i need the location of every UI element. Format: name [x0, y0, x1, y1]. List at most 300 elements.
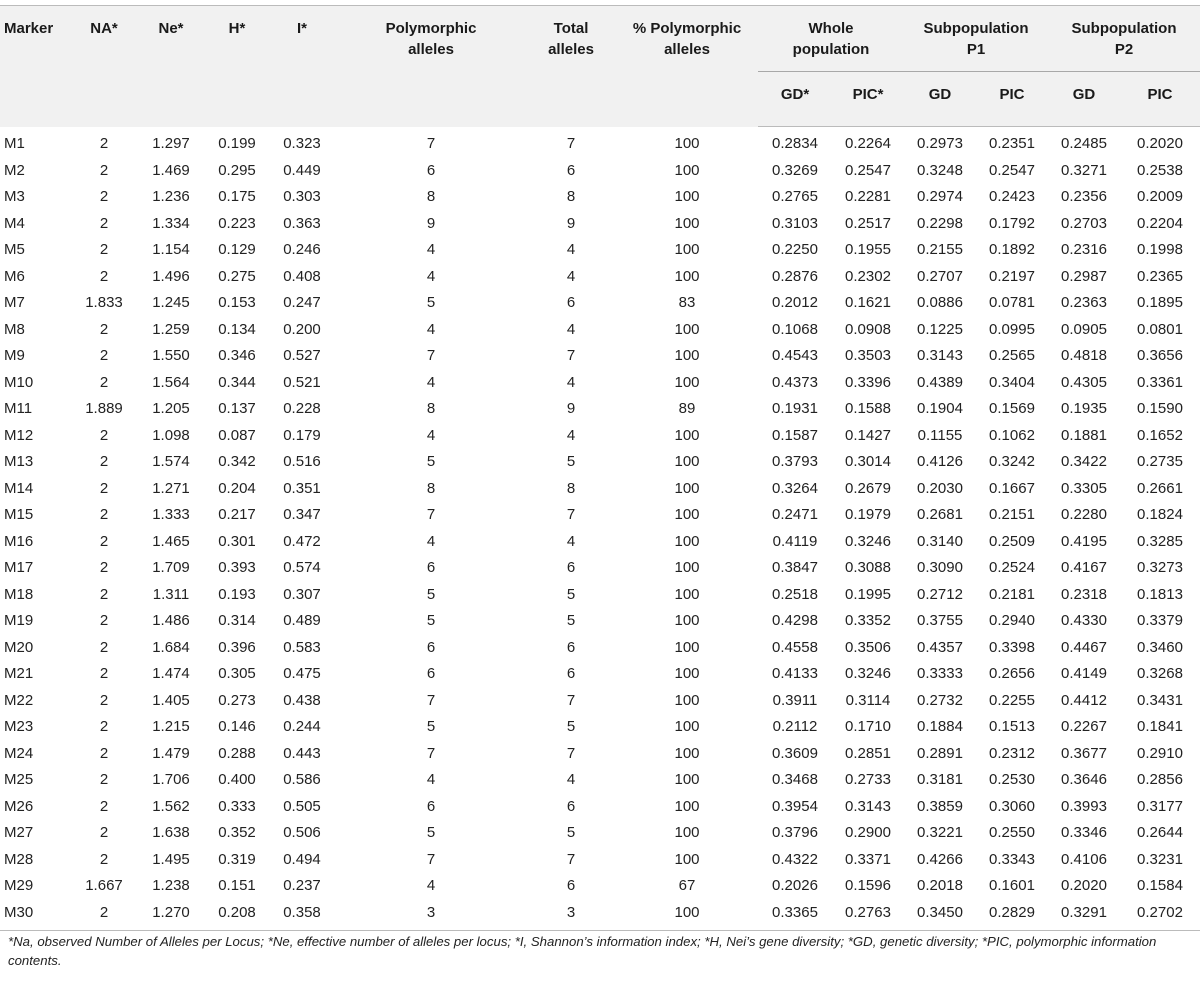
table-row	[0, 127, 1200, 158]
cell-whole-gd: 0.2834	[772, 135, 818, 153]
cell-whole-gd: 0.3796	[772, 824, 818, 842]
cell-i: 0.586	[283, 771, 321, 789]
cell-p1-pic: 0.2547	[989, 161, 1035, 179]
cell-ne: 1.706	[152, 771, 190, 789]
table-row	[0, 794, 1200, 821]
cell-p1-pic: 0.3060	[989, 797, 1035, 815]
cell-p1-gd: 0.2707	[917, 267, 963, 285]
cell-na: 2	[99, 532, 109, 550]
table-row	[0, 423, 1200, 450]
table-row	[0, 741, 1200, 768]
cell-p1-pic: 0.2312	[989, 744, 1035, 762]
cell-p2-gd: 0.3346	[1061, 824, 1107, 842]
cell-p1-gd: 0.3248	[917, 161, 963, 179]
cell-p1-gd: 0.3450	[904, 900, 976, 931]
col-header-percent-label: % Polymorphic alleles	[632, 20, 742, 58]
cell-h: 0.129	[218, 241, 256, 259]
cell-h: 0.151	[218, 877, 256, 895]
cell-i: 0.237	[283, 877, 321, 895]
table-row	[0, 237, 1200, 264]
cell-p1-gd: 0.1904	[917, 400, 963, 418]
cell-na: 2	[72, 900, 136, 931]
cell-whole-pic: 0.1588	[845, 400, 891, 418]
cell-p2-pic: 0.2365	[1137, 267, 1183, 285]
cell-percent-polymorphic: 100	[674, 241, 700, 259]
table-row	[0, 847, 1200, 874]
cell-whole-gd: 0.1931	[772, 400, 818, 418]
cell-na: 2	[99, 665, 109, 683]
cell-p1-gd: 0.2298	[917, 214, 963, 232]
cell-marker: M14	[4, 479, 34, 497]
cell-p1-gd: 0.4266	[917, 850, 963, 868]
cell-percent-polymorphic: 89	[678, 400, 696, 418]
cell-whole-pic: 0.2264	[845, 135, 891, 153]
cell-percent-polymorphic: 100	[674, 426, 700, 444]
cell-p1-gd: 0.4389	[917, 373, 963, 391]
table-body	[0, 127, 1200, 931]
group-header-subpopulation-p1	[904, 6, 1048, 72]
cell-i: 0.408	[283, 267, 321, 285]
table-row	[0, 635, 1200, 662]
cell-marker: M1	[4, 135, 25, 152]
cell-ne: 1.297	[152, 135, 190, 152]
cell-p2-pic: 0.2020	[1137, 135, 1183, 153]
cell-marker: M8	[4, 320, 25, 338]
cell-p2-pic: 0.0801	[1137, 320, 1183, 338]
cell-ne: 1.311	[152, 585, 190, 603]
cell-p1-pic: 0.0995	[989, 320, 1035, 338]
cell-polymorphic-alleles: 7	[426, 744, 436, 762]
cell-total-alleles: 7	[566, 691, 576, 709]
cell-marker: M20	[4, 638, 34, 656]
cell-polymorphic-alleles: 6	[426, 559, 436, 577]
table-row	[0, 370, 1200, 397]
cell-whole-pic: 0.3114	[845, 691, 891, 709]
cell-h: 0.319	[218, 850, 256, 868]
group-header-whole-population	[758, 6, 904, 72]
cell-h: 0.223	[218, 214, 256, 232]
cell-p1-pic: 0.2509	[989, 532, 1035, 550]
cell-total-alleles: 9	[566, 214, 576, 232]
cell-i: 0.247	[283, 294, 321, 312]
cell-na: 2	[99, 373, 109, 391]
cell-h: 0.153	[218, 294, 256, 312]
cell-p2-pic: 0.1652	[1137, 426, 1183, 444]
cell-whole-pic: 0.2547	[845, 161, 891, 179]
cell-p2-pic: 0.3431	[1137, 691, 1183, 709]
cell-ne: 1.486	[152, 612, 190, 630]
cell-percent-polymorphic: 100	[674, 638, 700, 656]
cell-p1-gd: 0.0886	[917, 294, 963, 312]
cell-p1-gd: 0.2712	[917, 585, 963, 603]
cell-ne: 1.479	[152, 744, 190, 762]
cell-i: 0.472	[283, 532, 321, 550]
cell-whole-gd: 0.1587	[772, 426, 818, 444]
cell-p2-gd: 0.3305	[1061, 479, 1107, 497]
table-row	[0, 767, 1200, 794]
cell-p2-pic: 0.3460	[1137, 638, 1183, 656]
cell-i: 0.303	[283, 188, 321, 206]
cell-i: 0.200	[283, 320, 321, 338]
cell-na: 2	[99, 718, 109, 736]
cell-na: 2	[99, 426, 109, 444]
cell-p2-gd: 0.2267	[1061, 718, 1107, 736]
cell-na: 2	[99, 638, 109, 656]
cell-whole-pic: 0.3014	[845, 453, 891, 471]
cell-whole-gd: 0.2250	[772, 241, 818, 259]
cell-i: 0.527	[283, 347, 321, 365]
cell-marker: M23	[4, 718, 34, 736]
cell-i: 0.494	[283, 850, 321, 868]
cell-p2-gd: 0.1935	[1061, 400, 1107, 418]
cell-percent-polymorphic: 100	[674, 559, 700, 577]
cell-p2-pic: 0.2538	[1137, 161, 1183, 179]
cell-p1-pic: 0.1569	[989, 400, 1035, 418]
table-row	[0, 688, 1200, 715]
table-row	[0, 343, 1200, 370]
cell-h: 0.288	[218, 744, 256, 762]
cell-percent-polymorphic: 100	[674, 135, 700, 152]
cell-whole-pic: 0.2851	[845, 744, 891, 762]
cell-h: 0.346	[218, 347, 256, 365]
cell-p2-pic: 0.2910	[1137, 744, 1183, 762]
cell-p1-gd: 0.2030	[917, 479, 963, 497]
cell-polymorphic-alleles: 6	[426, 797, 436, 815]
cell-polymorphic-alleles: 7	[426, 691, 436, 709]
cell-polymorphic-alleles: 5	[426, 585, 436, 603]
col-header-i: I*	[268, 6, 336, 127]
table-row	[0, 555, 1200, 582]
cell-p2-gd: 0.4467	[1061, 638, 1107, 656]
cell-marker: M10	[4, 373, 34, 391]
cell-total-alleles: 8	[566, 479, 576, 497]
cell-whole-gd: 0.3847	[772, 559, 818, 577]
table-row	[0, 317, 1200, 344]
cell-polymorphic-alleles: 4	[426, 532, 436, 550]
cell-polymorphic-alleles: 5	[426, 294, 436, 312]
cell-p1-gd: 0.3859	[917, 797, 963, 815]
cell-ne: 1.465	[152, 532, 190, 550]
cell-p2-pic: 0.1584	[1137, 877, 1183, 895]
cell-whole-pic: 0.3246	[845, 532, 891, 550]
cell-percent-polymorphic: 100	[674, 824, 700, 842]
cell-p2-gd: 0.2485	[1061, 135, 1107, 153]
table-row	[0, 502, 1200, 529]
cell-p1-pic: 0.1062	[989, 426, 1035, 444]
col-header-polymorphic-label: Polymorphic alleles	[385, 20, 477, 58]
cell-whole-pic: 0.1995	[845, 585, 891, 603]
cell-total-alleles: 6	[566, 161, 576, 179]
cell-h: 0.342	[218, 453, 256, 471]
col-header-whole-pic: PIC*	[832, 72, 904, 127]
cell-h: 0.087	[218, 426, 256, 444]
cell-percent-polymorphic: 100	[674, 479, 700, 497]
cell-i: 0.521	[283, 373, 321, 391]
cell-p2-pic: 0.1998	[1137, 241, 1183, 259]
cell-p1-pic: 0.3404	[989, 373, 1035, 391]
cell-marker: M24	[4, 744, 34, 762]
cell-total-alleles: 4	[566, 771, 576, 789]
col-header-whole-gd: GD*	[758, 72, 832, 127]
cell-whole-gd: 0.2518	[772, 585, 818, 603]
cell-percent-polymorphic: 100	[674, 347, 700, 365]
cell-p1-gd: 0.1155	[917, 426, 963, 444]
cell-marker: M9	[4, 347, 25, 365]
cell-h: 0.175	[218, 188, 256, 206]
cell-p1-pic: 0.2151	[989, 506, 1035, 524]
cell-na: 2	[99, 612, 109, 630]
cell-ne: 1.098	[152, 426, 190, 444]
cell-i: 0.583	[283, 638, 321, 656]
cell-ne: 1.259	[152, 320, 190, 338]
cell-marker: M22	[4, 691, 34, 709]
col-header-total-alleles	[526, 6, 616, 127]
cell-p2-gd: 0.0905	[1061, 320, 1107, 338]
cell-marker: M17	[4, 559, 34, 577]
cell-h: 0.199	[218, 135, 256, 152]
cell-ne: 1.469	[152, 161, 190, 179]
cell-marker: M12	[4, 426, 34, 444]
cell-p1-pic: 0.2940	[989, 612, 1035, 630]
cell-p1-gd: 0.2974	[917, 188, 963, 206]
cell-whole-pic: 0.3506	[845, 638, 891, 656]
cell-na: 2	[99, 797, 109, 815]
cell-h: 0.314	[218, 612, 256, 630]
group-header-p1-label: Subpopulation P1	[923, 20, 1029, 58]
cell-na: 2	[99, 585, 109, 603]
cell-ne: 1.333	[152, 506, 190, 524]
cell-p2-pic: 0.3268	[1137, 665, 1183, 683]
cell-polymorphic-alleles: 4	[426, 373, 436, 391]
cell-h: 0.305	[218, 665, 256, 683]
cell-marker: M21	[4, 665, 34, 683]
cell-p2-gd: 0.2987	[1061, 267, 1107, 285]
cell-p1-gd: 0.2732	[917, 691, 963, 709]
cell-h: 0.275	[218, 267, 256, 285]
cell-p2-gd: 0.4106	[1061, 850, 1107, 868]
cell-whole-pic: 0.3088	[845, 559, 891, 577]
table-row	[0, 290, 1200, 317]
table-row	[0, 714, 1200, 741]
table-row	[0, 820, 1200, 847]
cell-ne: 1.245	[152, 294, 190, 312]
cell-p1-pic: 0.2530	[989, 771, 1035, 789]
cell-p2-gd: 0.4330	[1061, 612, 1107, 630]
cell-whole-pic: 0.3143	[845, 797, 891, 815]
cell-total-alleles: 4	[566, 426, 576, 444]
cell-whole-gd: 0.2012	[772, 294, 818, 312]
table-row	[0, 211, 1200, 238]
cell-whole-gd: 0.3609	[772, 744, 818, 762]
cell-i: 0.574	[283, 559, 321, 577]
cell-p1-pic: 0.2197	[989, 267, 1035, 285]
cell-h: 0.134	[218, 320, 256, 338]
cell-ne: 1.709	[152, 559, 190, 577]
cell-p2-gd: 0.3646	[1061, 771, 1107, 789]
cell-marker: M28	[4, 850, 34, 868]
table-row	[0, 476, 1200, 503]
cell-total-alleles: 5	[566, 612, 576, 630]
cell-ne: 1.564	[152, 373, 190, 391]
cell-ne: 1.405	[152, 691, 190, 709]
cell-percent-polymorphic: 100	[674, 320, 700, 338]
cell-p1-gd: 0.2155	[917, 241, 963, 259]
cell-na: 2	[99, 744, 109, 762]
cell-whole-pic: 0.3396	[845, 373, 891, 391]
cell-marker: M18	[4, 585, 34, 603]
cell-p1-pic: 0.1792	[989, 214, 1035, 232]
cell-na: 2	[99, 850, 109, 868]
cell-h: 0.208	[206, 900, 268, 931]
cell-polymorphic-alleles: 7	[426, 506, 436, 524]
cell-p2-pic: 0.1813	[1137, 585, 1183, 603]
cell-whole-pic: 0.2302	[845, 267, 891, 285]
table-row	[0, 396, 1200, 423]
cell-na: 2	[99, 691, 109, 709]
col-header-polymorphic-alleles	[336, 6, 526, 127]
col-header-p2-pic: PIC	[1120, 72, 1200, 127]
cell-na: 2	[99, 824, 109, 842]
cell-i: 0.438	[283, 691, 321, 709]
cell-h: 0.344	[218, 373, 256, 391]
cell-p1-pic: 0.2351	[989, 135, 1035, 153]
cell-p1-gd: 0.2891	[917, 744, 963, 762]
cell-percent-polymorphic: 100	[674, 453, 700, 471]
cell-p1-gd: 0.3333	[917, 665, 963, 683]
cell-i: 0.347	[283, 506, 321, 524]
cell-whole-pic: 0.2517	[845, 214, 891, 232]
cell-ne: 1.574	[152, 453, 190, 471]
cell-whole-pic: 0.1979	[845, 506, 891, 524]
cell-ne: 1.270	[136, 900, 206, 931]
cell-whole-gd: 0.2765	[772, 188, 818, 206]
cell-percent-polymorphic: 100	[674, 161, 700, 179]
group-header-p2-label: Subpopulation P2	[1071, 20, 1177, 58]
cell-na: 2	[99, 559, 109, 577]
cell-p1-pic: 0.3242	[989, 453, 1035, 471]
cell-total-alleles: 7	[566, 744, 576, 762]
cell-marker: M6	[4, 267, 25, 285]
cell-marker: M26	[4, 797, 34, 815]
cell-p2-pic: 0.1590	[1137, 400, 1183, 418]
cell-p1-pic: 0.2656	[989, 665, 1035, 683]
cell-total-alleles: 5	[566, 585, 576, 603]
table-row	[0, 873, 1200, 900]
cell-percent-polymorphic: 83	[678, 294, 696, 312]
col-header-p1-pic: PIC	[976, 72, 1048, 127]
cell-na: 1.889	[85, 400, 123, 418]
cell-p2-pic: 0.1824	[1137, 506, 1183, 524]
cell-marker: M19	[4, 612, 34, 630]
table-row	[0, 529, 1200, 556]
cell-p2-gd: 0.3271	[1061, 161, 1107, 179]
cell-p2-gd: 0.2316	[1061, 241, 1107, 259]
cell-whole-gd: 0.3269	[772, 161, 818, 179]
cell-i: 0.506	[283, 824, 321, 842]
cell-p1-gd: 0.3755	[917, 612, 963, 630]
table-row	[0, 449, 1200, 476]
cell-percent-polymorphic: 100	[674, 718, 700, 736]
cell-p1-gd: 0.2018	[917, 877, 963, 895]
cell-whole-gd: 0.4322	[772, 850, 818, 868]
cell-percent-polymorphic: 100	[674, 188, 700, 206]
cell-percent-polymorphic: 100	[674, 771, 700, 789]
cell-p1-gd: 0.1225	[917, 320, 963, 338]
cell-p2-gd: 0.1881	[1061, 426, 1107, 444]
cell-p2-pic: 0.1895	[1137, 294, 1183, 312]
cell-whole-gd: 0.3793	[772, 453, 818, 471]
cell-h: 0.396	[218, 638, 256, 656]
cell-p2-pic: 0.2856	[1137, 771, 1183, 789]
cell-p1-pic: 0.2565	[989, 347, 1035, 365]
cell-polymorphic-alleles: 4	[426, 267, 436, 285]
cell-total-alleles: 5	[566, 453, 576, 471]
cell-i: 0.246	[283, 241, 321, 259]
cell-p2-pic: 0.3285	[1137, 532, 1183, 550]
cell-whole-gd: 0.2471	[772, 506, 818, 524]
col-header-marker: Marker	[0, 6, 72, 127]
cell-i: 0.363	[283, 214, 321, 232]
cell-whole-gd: 0.4543	[772, 347, 818, 365]
cell-p2-pic: 0.3177	[1137, 797, 1183, 815]
cell-p2-pic: 0.1841	[1137, 718, 1183, 736]
cell-i: 0.358	[268, 900, 336, 931]
cell-ne: 1.236	[152, 188, 190, 206]
cell-polymorphic-alleles: 4	[426, 320, 436, 338]
cell-i: 0.443	[283, 744, 321, 762]
cell-marker: M3	[4, 188, 25, 206]
cell-p2-gd: 0.2703	[1061, 214, 1107, 232]
cell-p1-pic: 0.2181	[989, 585, 1035, 603]
cell-i: 0.307	[283, 585, 321, 603]
cell-total-alleles: 5	[566, 718, 576, 736]
cell-total-alleles: 5	[566, 824, 576, 842]
cell-na: 2	[99, 347, 109, 365]
cell-total-alleles: 6	[566, 877, 576, 895]
cell-na: 2	[99, 479, 109, 497]
cell-p1-pic: 0.0781	[989, 294, 1035, 312]
cell-i: 0.323	[283, 135, 321, 152]
cell-p2-gd: 0.3422	[1061, 453, 1107, 471]
cell-p2-pic: 0.3656	[1137, 347, 1183, 365]
cell-na: 2	[99, 453, 109, 471]
cell-polymorphic-alleles: 4	[426, 426, 436, 444]
cell-na: 2	[99, 320, 109, 338]
cell-whole-gd: 0.4119	[772, 532, 818, 550]
cell-p1-gd: 0.3090	[917, 559, 963, 577]
cell-p1-pic: 0.2524	[989, 559, 1035, 577]
cell-p2-pic: 0.2661	[1137, 479, 1183, 497]
cell-percent-polymorphic: 100	[674, 797, 700, 815]
cell-p1-pic: 0.2829	[976, 900, 1048, 931]
cell-polymorphic-alleles: 6	[426, 161, 436, 179]
table-header	[0, 6, 1200, 127]
cell-percent-polymorphic: 100	[674, 850, 700, 868]
cell-marker: M15	[4, 506, 34, 524]
cell-p2-gd: 0.3993	[1061, 797, 1107, 815]
cell-ne: 1.474	[152, 665, 190, 683]
cell-whole-pic: 0.2679	[845, 479, 891, 497]
cell-na: 2	[99, 214, 109, 232]
cell-total-alleles: 7	[566, 506, 576, 524]
table-row	[0, 900, 1200, 931]
cell-marker: M7	[4, 294, 25, 312]
group-header-subpopulation-p2	[1048, 6, 1200, 72]
cell-h: 0.204	[218, 479, 256, 497]
cell-marker: M30	[0, 900, 72, 931]
cell-h: 0.137	[218, 400, 256, 418]
table-row	[0, 608, 1200, 635]
